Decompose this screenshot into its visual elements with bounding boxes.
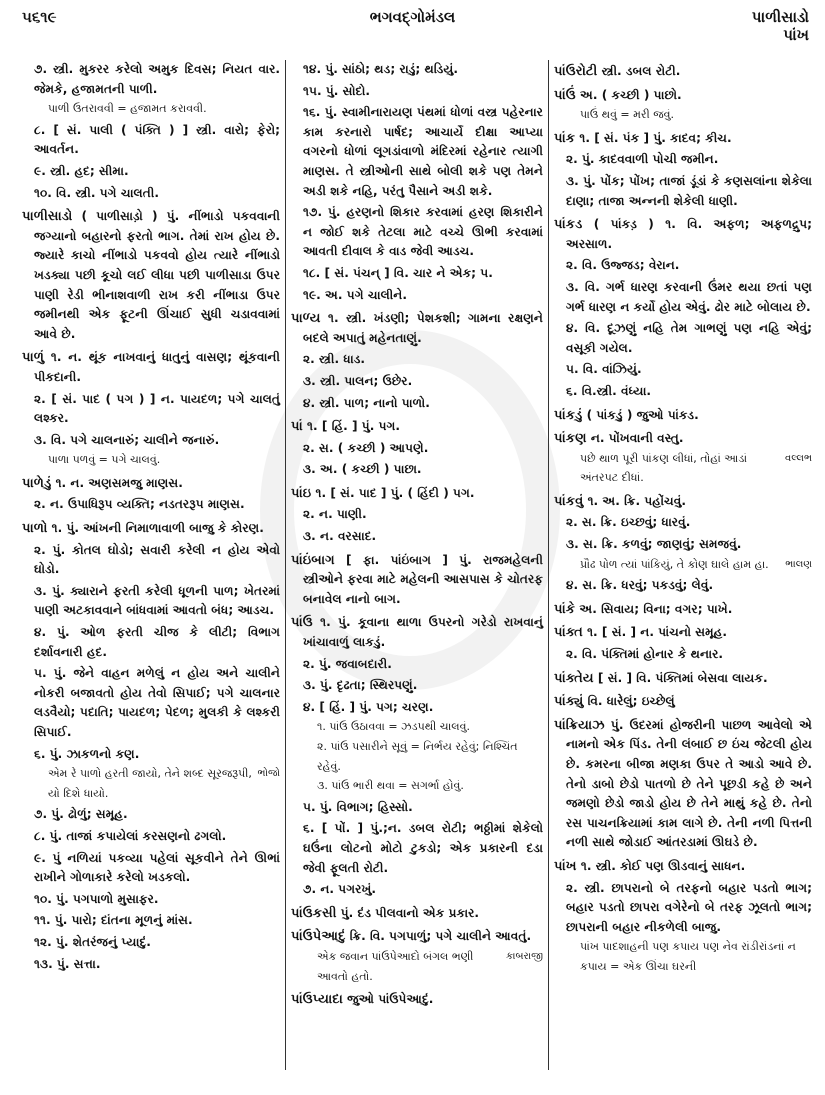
definition-text: ૭. પું. ઢોળું; સમૂહ. bbox=[34, 807, 128, 822]
dictionary-entry bbox=[554, 716, 812, 853]
definition-text: ૨. સ. ( કચ્છી ) આપણે. bbox=[303, 440, 429, 455]
definition-text: ૧૮. [ સં. પંચન્ ] વિ. ચાર ને એક; ૫. bbox=[303, 265, 493, 280]
sense-item bbox=[291, 60, 543, 80]
sense-item bbox=[554, 535, 812, 555]
definition-text: ( પાળીસાડ઼ો ) પું. નીંભાડો પકવવાની જગ્યાનો બહારનો ફરતો ભાગ. તેમાં રાખ હોય છે. જ્યારે કાચો નીંભાડો પકવવો હોય ત્યારે નીંભાડો ખડક્યા પછી કૂચો લઈ લીધા પછી પાળીસાડા ઉપર પાણી રેડી ભીનાશવાળી રાખ કરી નીંભાડા ઉપર જમીનથી એક ફૂટની ઊંચાઈ સુધી ચડાવવામાં આવે છે. bbox=[34, 209, 280, 341]
headword: પાંકડું bbox=[554, 407, 583, 423]
definition-text: એક જવાન પાંઉપેઆદો બંગલ ભણી આવતો હતો. bbox=[317, 949, 474, 983]
definition-text: ૧. પું. આંખની નિમાળાવાળી બાજુ કે કોરણ. bbox=[47, 521, 264, 536]
column-divider bbox=[285, 60, 286, 1070]
dictionary-entry bbox=[291, 309, 543, 348]
definition-text: ૨. સ્ત્રી. ધાડ. bbox=[303, 352, 366, 367]
dictionary-entry bbox=[291, 417, 543, 437]
headword: પાળીસાડો bbox=[22, 209, 73, 225]
definition-text: ૧. પું. કૂવાના થાળા ઉપરનો ગરેડો રાખવાનું ખાંચાવાળું લાકડું. bbox=[303, 615, 543, 650]
definition-text: ( પાંકડ઼ું ) જુઓ પાંકડ. bbox=[582, 407, 699, 422]
definition-text: ૨. વિ. પંક્તિમાં હોનાર કે થનાર. bbox=[566, 647, 724, 662]
definition-text: ૩. સ. ક્રિ. કળવું; જાણવું; સમજવું. bbox=[566, 537, 742, 552]
definition-text: ૧૩. પું. સત્તા. bbox=[34, 956, 101, 971]
definition-text: ૩. સ્ત્રી. પાલન; ઉછેર. bbox=[303, 373, 413, 388]
sense-item bbox=[22, 911, 280, 931]
headword: પાળ્ય bbox=[291, 311, 321, 327]
headword: પાંઉપેઆદું bbox=[291, 929, 346, 945]
definition-text: ૪. પું. ઓળ ફરતી ચીજ કે લીટી; વિભાગ દર્શાવનારી હદ. bbox=[34, 625, 280, 659]
dictionary-entry bbox=[554, 429, 812, 449]
definition-text: ૧૦. વિ. સ્ત્રી. પગે ચાલતી. bbox=[34, 185, 159, 200]
definition-text: ૭. સ્ત્રી. મુકરર કરેલો અમુક દિવસ; નિયત વાર. જેમકે, હજામતની પાળી. bbox=[34, 62, 280, 96]
definition-text: એમ રે પાળો હરતી જાયો, તેને શબ્દ સૂરજરૂપી, યો દિશે ધાયો. bbox=[48, 767, 252, 800]
definition-text: ૪. વિ. દૂઝણું નહિ તેમ ગાભણું પણ નહિ એવું; વસૂકી ગયેલ. bbox=[566, 321, 812, 355]
definition-text: ૨. [ સં. પાદ ( પગ ) ] ન. પાયદળ; પગે ચાલતું લશ્કર. bbox=[34, 391, 280, 426]
definition-text: ૧. [ સં. પાદ ] પું. ( હિંદી ) પગ. bbox=[311, 485, 475, 500]
headword: પાંઇ bbox=[291, 485, 312, 501]
definition-text: ૧૦. પું. પગપાળો મુસાફર. bbox=[34, 891, 159, 906]
dictionary-entry bbox=[22, 348, 280, 387]
quote-author: ભોજો bbox=[257, 768, 280, 780]
sense-item bbox=[291, 655, 543, 675]
dictionary-entry bbox=[554, 669, 812, 689]
headword: પાંકવું bbox=[554, 493, 584, 509]
definition-text: ૫. વિ. વાંઝિયું. bbox=[566, 362, 642, 377]
definition-text: ૬. [ પોં. ] પું.;ન. ડબલ રોટી; ભઠ્ઠીમાં શેકેલો ઘઉંના લોટનો મોટો ટુકડો; એક પ્રકારની દડા જેવી ફૂલતી રોટી. bbox=[303, 821, 543, 875]
usage-example bbox=[22, 99, 280, 119]
dictionary-entry bbox=[22, 519, 280, 539]
usage-example bbox=[291, 717, 543, 737]
definition-text: ૧. ન. થૂંક નાખવાનું ધાતુનું વાસણ; થૂંકવાની પીકદાની. bbox=[34, 350, 280, 384]
definition-text: ૪. સ્ત્રી. પાળ; નાનો પાળો. bbox=[303, 395, 430, 410]
usage-example bbox=[22, 764, 280, 803]
sense-item bbox=[554, 360, 812, 380]
sense-item bbox=[22, 955, 280, 975]
dictionary-entry bbox=[291, 613, 543, 652]
headword: પાંક bbox=[554, 130, 576, 146]
headword: પાળો bbox=[22, 521, 48, 537]
definition-text: ૯. પું નળિયાં પકવ્યા પહેલાં સૂકવીને તેને ઊભાં રાખીને ગોળાકારે કરેલો ખડકલો. bbox=[34, 850, 280, 885]
definition-text: ૧૬. પું. સ્વામીનારાયણ પંથમાં ધોળાં વસ્ત્ર પહેરનાર કામ કરનારો પાર્ષદ; આચાર્યે દીક્ષા આપ્યા વગરનો ધોળાં લૂગડાંવાળો મંદિરમાં રહેનાર ત્યાગી માણસ. તે સ્ત્રીઓની સાથે બોલી શકે પણ તેમને અડી શકે નહિ, પરંતુ પૈસાને અડી શકે. bbox=[303, 105, 543, 198]
definition-text: ૪. સ. ક્રિ. ધરવું; પકડવું; લેવું. bbox=[566, 578, 714, 593]
sense-item bbox=[554, 879, 812, 938]
headword: પાળેડું bbox=[22, 475, 52, 491]
sense-item bbox=[22, 827, 280, 847]
definition-text: [ ફા. પાંઇંબાગ ] પું. રાજમહેલની સ્ત્રીઓને ફરવા માટે મહેલની આસપાસ કે ચોતરફ બનાવેલ નાનો બાગ. bbox=[303, 552, 543, 606]
definition-text: ૧૯. અ. પગે ચાલીને. bbox=[303, 287, 407, 302]
headword: પાંકે bbox=[554, 601, 576, 617]
guide-word-first: પાળીસાડો bbox=[751, 8, 809, 26]
sense-item bbox=[22, 933, 280, 953]
sense-item bbox=[22, 60, 280, 99]
definition-text: પું. દંડ પીલવાનો એક પ્રકાર. bbox=[336, 905, 479, 920]
usage-example bbox=[291, 947, 543, 986]
sense-item bbox=[22, 582, 280, 621]
sense-item bbox=[22, 890, 280, 910]
dictionary-entry bbox=[554, 623, 812, 643]
usage-example bbox=[554, 555, 812, 575]
definition-text: ૧. [ સં. ] ન. પાંચનો સમૂહ. bbox=[582, 625, 728, 640]
definition-text: ૧૪. પું. સાંઠો; થડ; રાડું; થડિયું. bbox=[303, 62, 458, 76]
guide-word-last: પાંખ bbox=[783, 26, 809, 44]
sense-item bbox=[291, 394, 543, 414]
sense-item bbox=[22, 184, 280, 204]
sense-item bbox=[291, 527, 543, 547]
dictionary-entry bbox=[554, 129, 812, 149]
book-title: ભગવદ્ગોમંડલ bbox=[369, 8, 456, 26]
definition-text: ૨. પું. જવાબદારી. bbox=[303, 656, 392, 671]
definition-text: ક્રિ. વિ. પગપાળું; પગે ચાલીને આવતું. bbox=[345, 929, 532, 944]
sense-item bbox=[22, 495, 280, 515]
definition-text: ૩. વિ. ગર્ભ ધારણ કરવાની ઉંમર થયા છતાં પણ ગર્ભ ધારણ ન કર્યો હોય એવું. ઢોર માટે બોલાય છે. bbox=[566, 279, 812, 314]
definition-text: પાળી ઉતરાવવી = હજામત કરાવવી. bbox=[48, 102, 207, 116]
sense-item bbox=[291, 103, 543, 201]
definition-text: ૧. [ હિં. ] પું. પગ. bbox=[302, 419, 401, 434]
definition-text: ૩. પું. દૃઢતા; સ્થિરપણું. bbox=[303, 678, 418, 693]
definition-text: પછે થાળ પૂરી પાંકણ લીધાં, તોહાં આડાં અંતરપટ દીધાં. bbox=[580, 451, 748, 485]
headword: પાંક્ત bbox=[554, 625, 583, 641]
sense-item bbox=[22, 623, 280, 662]
dictionary-entry bbox=[291, 904, 543, 924]
definition-text: ૨. વિ. ઉજ્જડ; વેરાન. bbox=[566, 258, 680, 273]
definition-text: ૧૫. પું. સોદો. bbox=[303, 83, 371, 98]
headword: પાંખ bbox=[554, 858, 577, 874]
headword: પાંકડ bbox=[554, 217, 583, 233]
definition-text: ૧. [ સં. પંક ] પું. કાદવ; કીચ. bbox=[575, 130, 732, 145]
definition-text: ૩. વિ. પગે ચાલનારું; ચાલીને જનારું. bbox=[34, 432, 220, 447]
headword: પાંઉં bbox=[554, 87, 576, 103]
quote-author: ભાલણ bbox=[785, 558, 812, 570]
sense-item bbox=[291, 264, 543, 284]
column-3 bbox=[554, 58, 812, 977]
sense-item bbox=[22, 664, 280, 742]
headword: પાંક્રિયાઝ bbox=[554, 717, 605, 733]
sense-item bbox=[22, 541, 280, 580]
definition-text: ૧. સ્ત્રી. ખંડણી; પેશકશી; ગામના રક્ષણને બદલે અપાતું મહેનતાણું. bbox=[303, 311, 543, 345]
headword: પાંઉકસી bbox=[291, 905, 337, 921]
quote-author: વલ્લભ bbox=[785, 452, 812, 464]
definition-text: ૪. [ હિં. ] પું. પગ; ચરણ. bbox=[303, 699, 434, 714]
definition-text: ૩. અ. ( કચ્છી ) પાછા. bbox=[303, 462, 422, 477]
sense-item bbox=[291, 505, 543, 525]
sense-item bbox=[554, 278, 812, 317]
dictionary-entry bbox=[554, 215, 812, 254]
headword: પાંઇંબાગ bbox=[291, 552, 335, 568]
sense-item bbox=[291, 439, 543, 459]
definition-text: ૩. પું. પોંક; પોંખ; તાજાં ડૂંડાં કે કણસલાંના શેકેલા દાણા; તાજા અન્નની શેકેલી ધાણી. bbox=[566, 173, 812, 208]
definition-text: ૨. ન. પાણી. bbox=[303, 507, 367, 522]
sense-item bbox=[291, 698, 543, 718]
sense-item bbox=[291, 819, 543, 878]
definition-text: ૧. પાંઉ ઉઠાવવા = ઝડપથી ચાલવું. bbox=[317, 720, 470, 734]
sense-item bbox=[554, 576, 812, 596]
usage-example bbox=[291, 737, 543, 776]
column-divider bbox=[548, 60, 549, 1070]
dictionary-entry bbox=[291, 927, 543, 947]
headword: પાં bbox=[291, 419, 303, 435]
definition-text: ૫. પું. જેને વાહન મળેલું ન હોય અને ચાલીને નોકરી બજાવતો હોય તેવો સિપાઈ; પગે ચાલનાર લડવૈયો; પદાતિ; પાયદળ; પેદળ; મુલકી કે લશ્કરી સિપાઈ. bbox=[34, 666, 280, 739]
definition-text: ૯. સ્ત્રી. હદ; સીમા. bbox=[34, 163, 129, 178]
definition-text: ૨. પું. કાદવવાળી પોચી જમીન. bbox=[566, 152, 719, 167]
dictionary-entry bbox=[554, 86, 812, 106]
definition-text: ૬. પું. ઝાકળનો કણ. bbox=[34, 746, 140, 761]
usage-example bbox=[554, 105, 812, 125]
page-number: ૫૬૧૯ bbox=[22, 8, 57, 26]
sense-item bbox=[291, 350, 543, 370]
sense-item bbox=[22, 162, 280, 182]
definition-text: ૭. ન. પગરખું. bbox=[303, 882, 377, 897]
definition-text: પાંખ પાદશાહની પણ કપાય પણ નેવ રાંડીરાંડનાં ન કપાય = એક ઊંચા ઘરની bbox=[580, 940, 796, 973]
definition-text: ૩. પું. ક્યારાને ફરતી કરેલી ધૂળની પાળ; ખેતરમાં પાણી અટકાવવાને બાંધવામાં આવતો બંધ; આડચ. bbox=[34, 583, 280, 618]
sense-item bbox=[22, 805, 280, 825]
definition-text: ૫. પું. વિભાગ; હિસ્સો. bbox=[303, 799, 413, 814]
sense-item bbox=[22, 849, 280, 888]
sense-item bbox=[554, 172, 812, 211]
column-2 bbox=[291, 58, 543, 1010]
sense-item bbox=[554, 319, 812, 358]
definition-text: ૮. [ સં. પાલી ( પંક્તિ ) ] સ્ત્રી. વારો; ફેરો; આવર્તન. bbox=[34, 122, 280, 157]
sense-item bbox=[291, 203, 543, 262]
sense-item bbox=[291, 798, 543, 818]
headword: પાંક્તેય bbox=[554, 670, 594, 686]
dictionary-entry bbox=[291, 990, 543, 1010]
definition-text: ૩. પાંઉ ભારી થવા = સગર્ભા હોવું. bbox=[317, 779, 464, 793]
sense-item bbox=[22, 390, 280, 429]
definition-text: ( પાંકડ઼ ) ૧. વિ. અફળ; અફળદ્રુપ; અરસાળ. bbox=[566, 217, 812, 251]
dictionary-entry bbox=[291, 551, 543, 610]
definition-text: ૧. અ. ક્રિ. પહોંચવું. bbox=[583, 493, 686, 508]
headword: પાંક્યું bbox=[554, 694, 584, 710]
usage-example bbox=[291, 776, 543, 796]
quote-author: કાબરાજી bbox=[505, 950, 543, 962]
definition-text: ૧૧. પું. પારો; દાંતના મૂળનું માંસ. bbox=[34, 913, 193, 928]
definition-text: ૨. ન. ઉપાધિરૂપ વ્યક્તિ; નડતરરૂપ માણસ. bbox=[34, 497, 245, 512]
definition-text: [ સં. ] વિ. પંક્તિમાં બેસવા લાયક. bbox=[593, 670, 768, 685]
usage-example bbox=[554, 449, 812, 488]
headword: પાંઉ bbox=[291, 615, 313, 631]
headword: પાળું bbox=[22, 350, 45, 366]
definition-text: ૧. ન. અણસમજુ માણસ. bbox=[51, 475, 183, 490]
sense-item bbox=[291, 460, 543, 480]
headword: પાંકણ bbox=[554, 431, 587, 447]
definition-text: ૮. પું. તાજાં કપાયેલાં કરસણનો ઢગલો. bbox=[34, 828, 227, 843]
dictionary-entry bbox=[22, 207, 280, 344]
column-1 bbox=[22, 58, 280, 974]
definition-text: સ્ત્રી. ડબલ રોટી. bbox=[597, 64, 681, 78]
usage-example bbox=[22, 450, 280, 470]
headword: પાંઉરોટી bbox=[554, 64, 598, 79]
definition-text: પ્રૌઢ પોળ ત્યાં પાંકિયું, તે કોણ ઘાલે હામ હા. bbox=[580, 557, 769, 571]
dictionary-entry bbox=[554, 406, 812, 426]
sense-item bbox=[22, 431, 280, 451]
definition-text: ૨. પું. કોતલ ઘોડો; સવારી કરેલી ન હોય એવો ઘોડો. bbox=[34, 542, 280, 577]
sense-item bbox=[291, 880, 543, 900]
definition-text: જુઓ પાંઉપેઆદું. bbox=[342, 992, 434, 1007]
headword: પાંઉપ્યાદા bbox=[291, 992, 343, 1008]
definition-text: ન. પોંખવાની વસ્તુ. bbox=[586, 431, 684, 446]
sense-item bbox=[291, 676, 543, 696]
sense-item bbox=[554, 150, 812, 170]
dictionary-entry bbox=[554, 857, 812, 877]
sense-item bbox=[22, 745, 280, 765]
sense-item bbox=[291, 82, 543, 102]
definition-text: પું. ઉદરમાં હોજરીની પાછળ આવેલો એ નામનો એક પિંડ. તેની લંબાઈ છ ઇંચ જેટલી હોય છે. કમરના બીજા મણકા ઉપર તે આડો આવે છે. તેનો ડાબો છેડો પાતળો છે તેને પૂછડી કહે છે અને જમણો છેડો જાડો હોય છે તેને માથું કહે છે. તેનો રસ પાચનક્રિયામાં કામ લાગે છે. તેની નળી પિત્તની નળી સાથે જોડાઈ આંતરડામાં ઊઘડે છે. bbox=[566, 717, 812, 850]
definition-text: ૨. સ્ત્રી. છાપરાનો બે તરફનો બહાર પડતો ભાગ; બહાર પડતો છાપરા વગેરેનો બે તરફ ઝૂલતો ભાગ; છાપરાની બહાર નીકળેલી બાજુ. bbox=[566, 880, 812, 934]
definition-text: અ. સિવાય; વિના; વગર; પાખે. bbox=[575, 601, 733, 616]
definition-text: ૧. સ્ત્રી. કોઈ પણ ઊડવાનું સાધન. bbox=[576, 858, 746, 873]
definition-text: ૨. પાંઉ પસારીને સૂવું = નિર્ભય રહેવું; નિશ્ચિંત રહેવું. bbox=[317, 740, 518, 773]
definition-text: ૨. સ. ક્રિ. ઇચ્છવું; ધારવું. bbox=[566, 515, 691, 530]
dictionary-entry bbox=[22, 474, 280, 494]
definition-text: પાઉં થવું = મરી જવું. bbox=[580, 108, 674, 122]
dictionary-entry bbox=[554, 492, 812, 512]
dictionary-entry bbox=[554, 62, 812, 82]
definition-text: ૧૨. પું. શેતરંજનું પ્યાદું. bbox=[34, 934, 151, 949]
sense-item bbox=[554, 256, 812, 276]
usage-example bbox=[554, 937, 812, 976]
definition-text: ૩. ન. વરસાદ. bbox=[303, 529, 377, 544]
sense-item bbox=[554, 382, 812, 402]
definition-text: વિ. ધારેલું; ઇચ્છેલું bbox=[583, 694, 675, 709]
sense-item bbox=[291, 372, 543, 392]
sense-item bbox=[291, 286, 543, 306]
definition-text: ૧૭. પું. હરણનો શિકાર કરવામાં હરણ શિકારીને ન જોઈ શકે તેટલા માટે વચ્ચે ઊભી કરવામાં આવતી દીવાલ કે વાડ જેવી આડચ. bbox=[303, 205, 543, 259]
sense-item bbox=[554, 513, 812, 533]
dictionary-entry bbox=[554, 600, 812, 620]
definition-text: ૬. વિ.સ્ત્રી. વંધ્યા. bbox=[566, 383, 652, 398]
guide-words bbox=[752, 8, 809, 44]
definition-text: અ. ( કચ્છી ) પાછો. bbox=[575, 87, 682, 102]
dictionary-entry bbox=[554, 692, 812, 712]
sense-item bbox=[22, 121, 280, 160]
definition-text: પાળા પળવું = પગે ચાલવું. bbox=[48, 453, 161, 467]
dictionary-entry bbox=[291, 484, 543, 504]
sense-item bbox=[554, 645, 812, 665]
